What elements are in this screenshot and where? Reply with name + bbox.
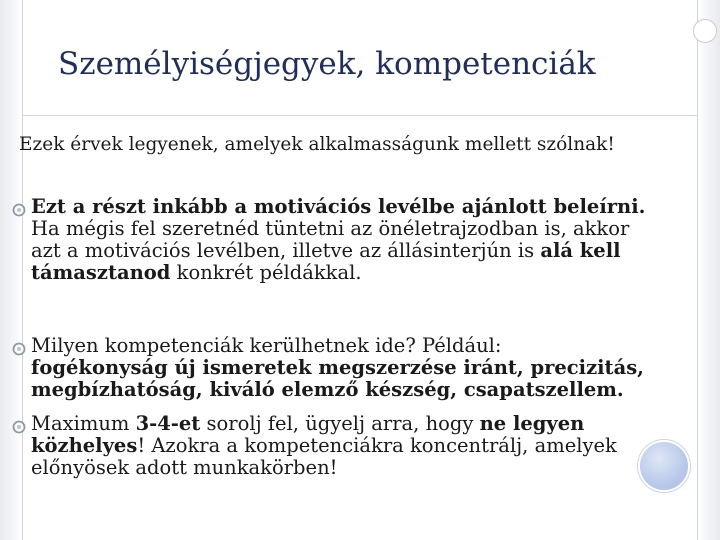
left-frame-strip [0, 0, 22, 540]
bullet-paragraph-2 [31, 335, 720, 401]
corner-circle-decoration [693, 19, 717, 43]
bullet-1-line-3: azt a motivációs levélben, illetve az állásinterjún is alá kell [31, 239, 621, 262]
bullet-1-line-1: Ezt a részt inkább a motivációs levélbe ajánlott beleírni. [31, 195, 646, 218]
bullet-paragraph-1 [31, 196, 720, 284]
bullet-2-line-2: fogékonyság új ismeretek megszerzése iránt, precizitás, [31, 356, 644, 379]
title-divider [23, 115, 697, 116]
ring-bullet-icon [12, 420, 26, 434]
bullet-1-line-4: támasztanod konkrét példákkal. [31, 261, 362, 284]
bullet-1-line-2: Ha mégis fel szeretnéd tüntetni az önéletrajzodban is, akkor [31, 217, 630, 240]
left-frame-line [22, 0, 23, 540]
ring-bullet-icon [12, 342, 26, 356]
ring-bullet-icon [12, 203, 26, 217]
slide-title: Személyiségjegyek, kompetenciák [58, 46, 596, 82]
slide-subtitle: Ezek érvek legyenek, amelyek alkalmasságunk mellett szólnak! [19, 134, 615, 155]
bullet-paragraph-3 [31, 413, 720, 479]
bullet-2-line-3: megbízhatóság, kiváló elemző készség, csapatszellem. [31, 378, 624, 401]
bullet-3-line-3: előnyösek adott munkakörben! [31, 456, 338, 479]
bullet-3-line-1: Maximum 3-4-et sorolj fel, ügyelj arra, hogy ne legyen [31, 412, 585, 435]
bullet-3-line-2: közhelyes! Azokra a kompetenciákra koncentrálj, amelyek [31, 434, 617, 457]
bullet-2-line-1: Milyen kompetenciák kerülhetnek ide? Például: [31, 334, 502, 357]
